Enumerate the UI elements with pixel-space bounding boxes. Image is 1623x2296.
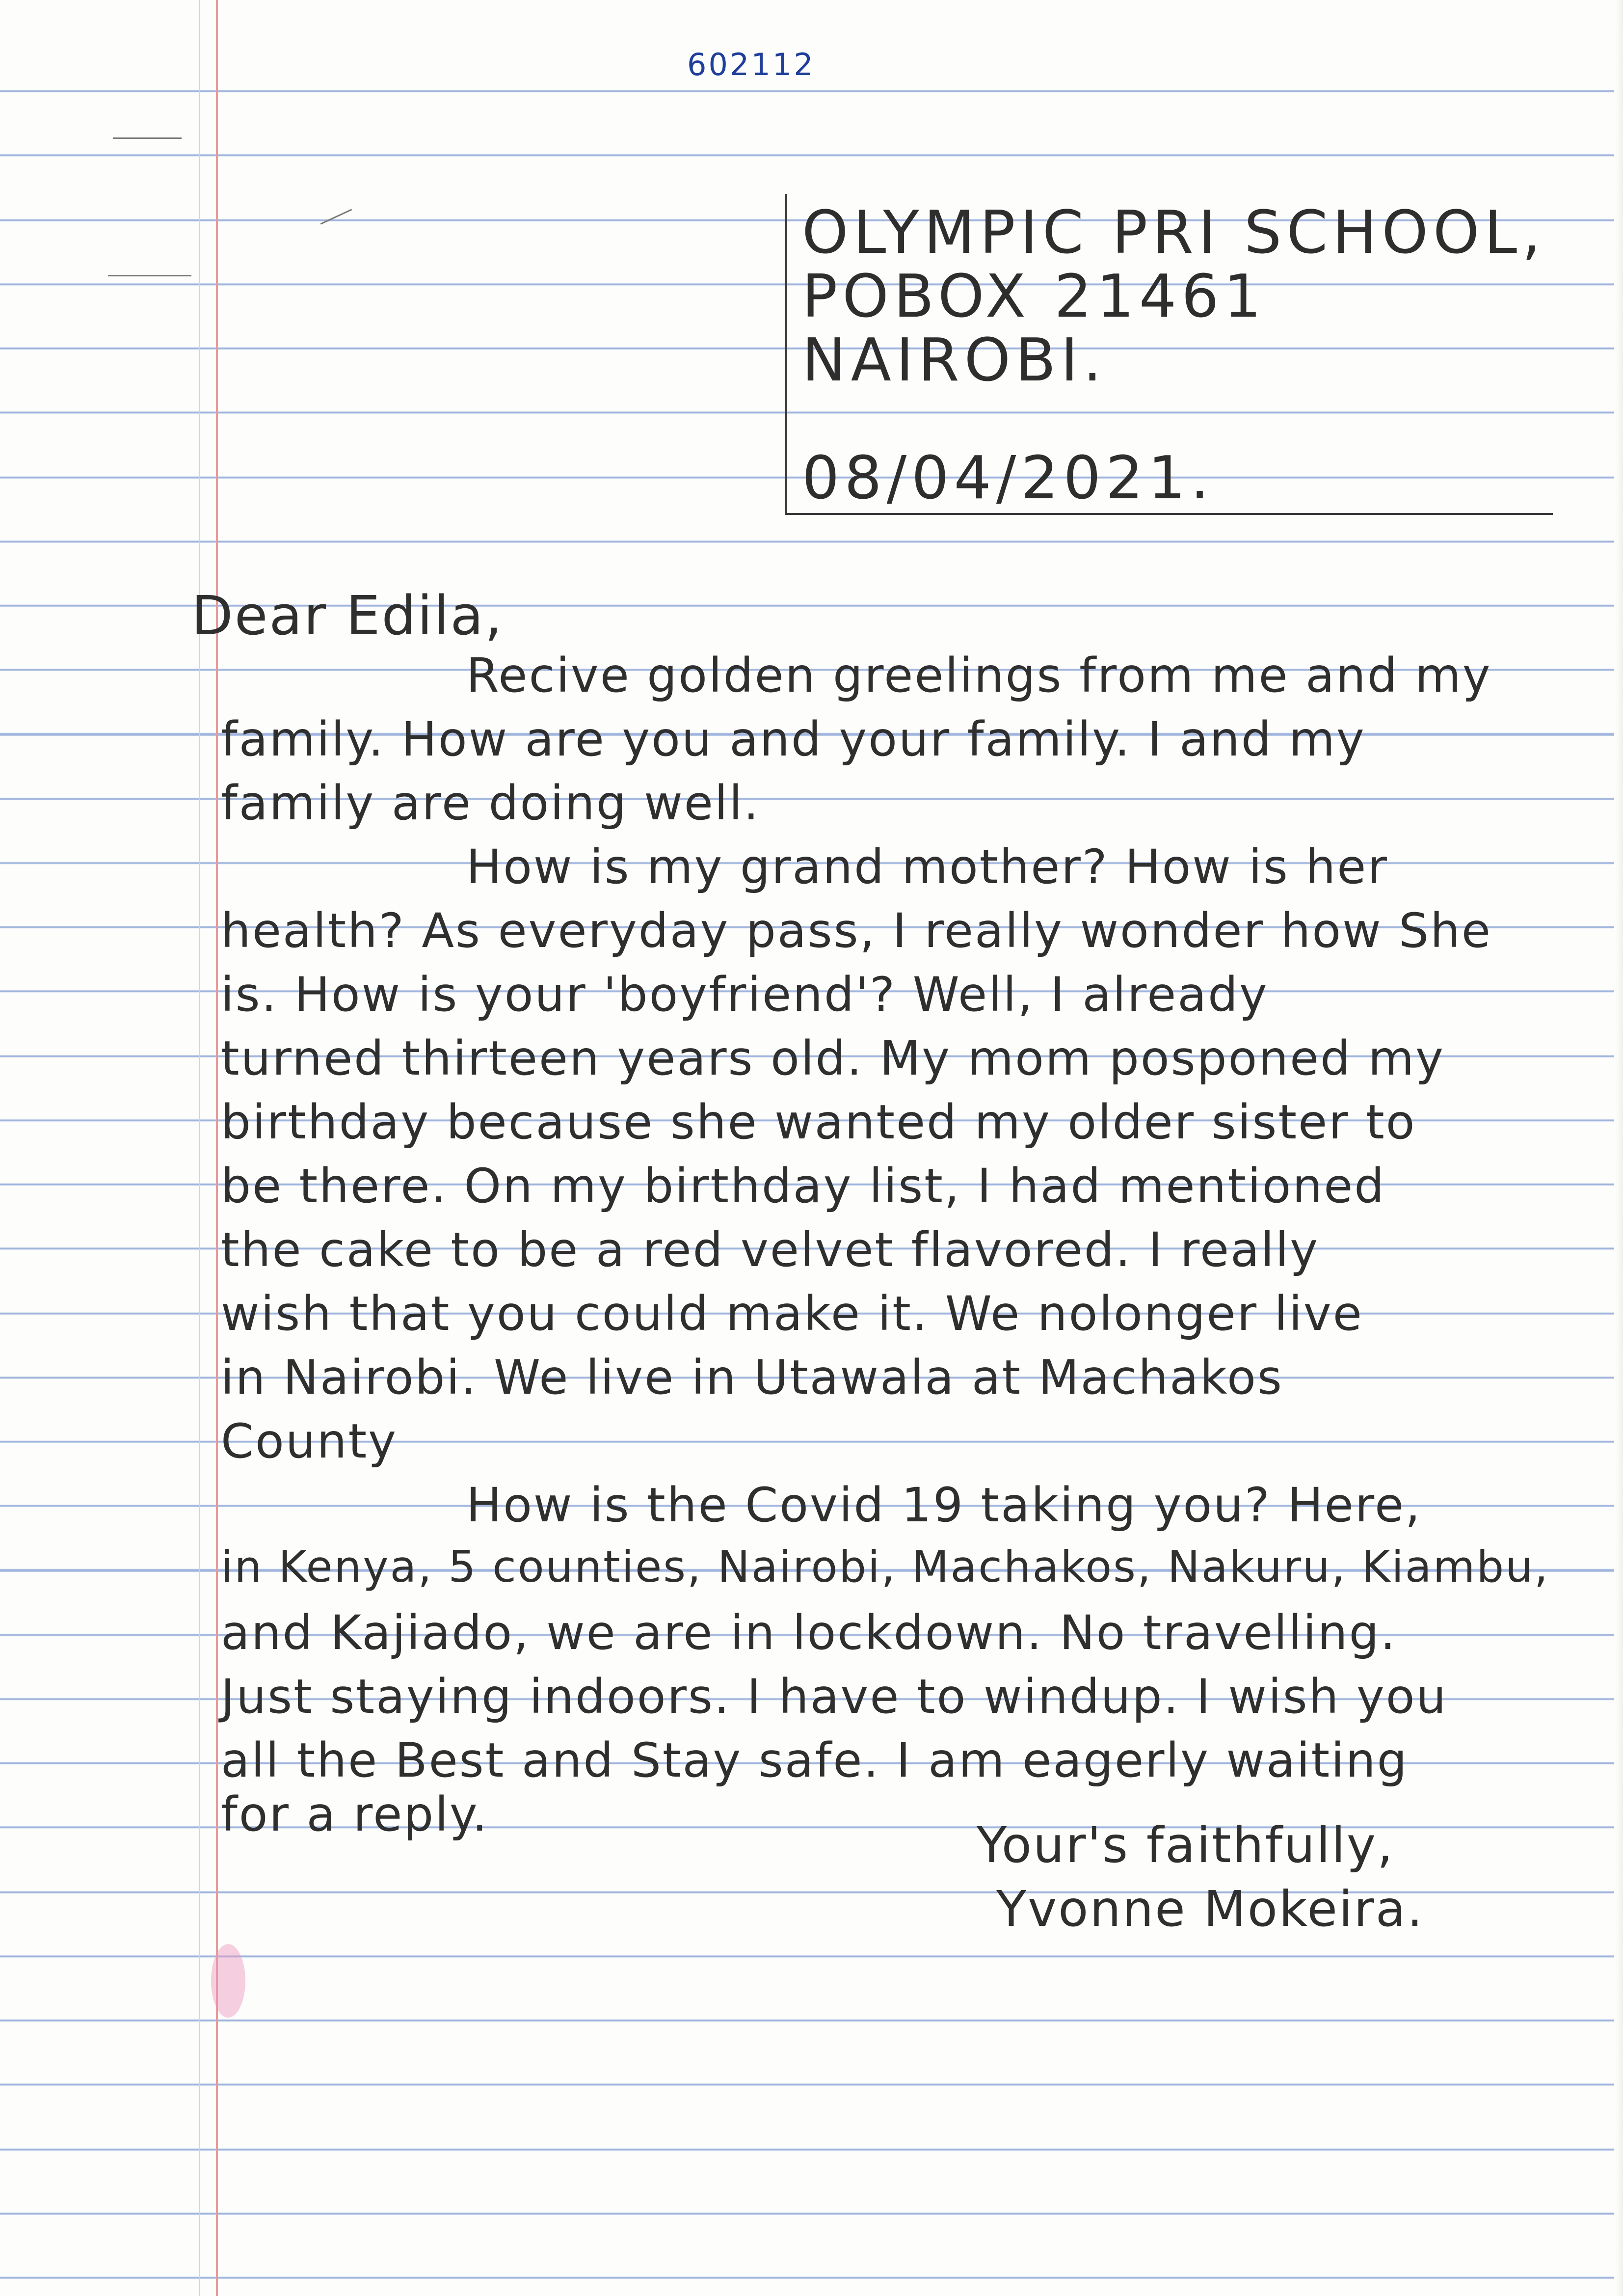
body-line: health? As everyday pass, I really wonder how She: [221, 903, 1492, 958]
address-city: NAIROBI.: [802, 326, 1107, 395]
pink-smudge: [211, 1944, 245, 2018]
body-line: all the Best and Stay safe. I am eagerly waiting: [221, 1733, 1409, 1788]
stray-pencil-mark: [113, 137, 182, 139]
body-line: Just staying indoors. I have to windup. I wish you: [221, 1669, 1448, 1724]
body-line: How is my grand mother? How is her: [466, 839, 1388, 894]
body-line: How is the Covid 19 taking you? Here,: [466, 1478, 1422, 1533]
body-line: in Kenya, 5 counties, Nairobi, Machakos, Nakuru, Kiambu,: [221, 1541, 1550, 1592]
left-margin-faint-line: [199, 0, 200, 2296]
body-line: wish that you could make it. We nolonger live: [221, 1286, 1363, 1341]
stray-pencil-mark: [320, 209, 352, 224]
body-line: and Kajiado, we are in lockdown. No travelling.: [221, 1605, 1397, 1660]
body-line: family are doing well.: [221, 776, 760, 831]
body-line: the cake to be a red velvet flavored. I really: [221, 1222, 1320, 1277]
body-line: in Nairobi. We live in Utawala at Machakos: [221, 1350, 1283, 1405]
address-date: 08/04/2021.: [802, 444, 1214, 513]
body-line: be there. On my birthday list, I had mentioned: [221, 1159, 1386, 1214]
body-line: turned thirteen years old. My mom posponed my: [221, 1031, 1445, 1086]
address-pobox: POBOX 21461: [802, 263, 1266, 331]
body-line: is. How is your 'boyfriend'? Well, I already: [221, 967, 1269, 1022]
stray-pencil-mark: [108, 275, 191, 276]
closing: Your's faithfully,: [977, 1816, 1394, 1874]
signature: Yvonne Mokeira.: [996, 1880, 1424, 1938]
address-block: [785, 194, 1553, 515]
body-line: County: [221, 1414, 398, 1469]
paper-right-edge: [1614, 0, 1623, 2296]
page-number: 602112: [687, 47, 815, 82]
body-line: birthday because she wanted my older sister to: [221, 1095, 1416, 1150]
body-line: family. How are you and your family. I and my: [221, 712, 1366, 767]
salutation: Dear Edila,: [191, 584, 504, 647]
body-line: Recive golden greelings from me and my: [466, 648, 1492, 703]
body-line: for a reply.: [221, 1787, 489, 1842]
address-school: OLYMPIC PRI SCHOOL,: [802, 199, 1546, 267]
